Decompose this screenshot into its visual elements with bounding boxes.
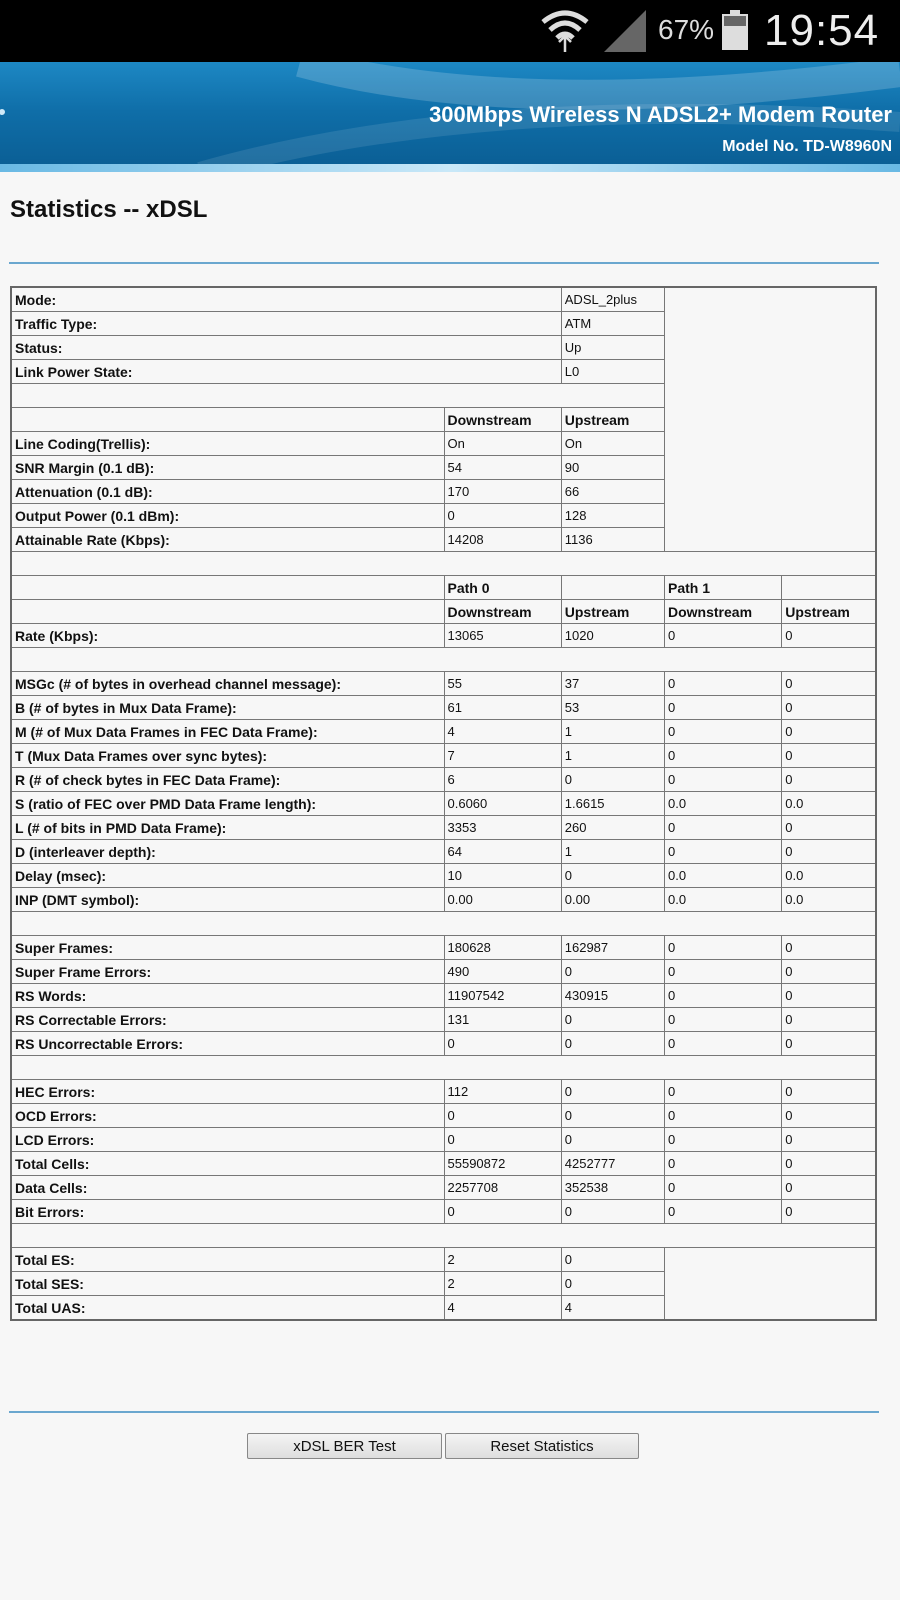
row-label: INP (DMT symbol): [11, 888, 444, 912]
spacer-cell [11, 1224, 876, 1248]
row-value: 0 [665, 1032, 782, 1056]
row-value: 0.6060 [444, 792, 561, 816]
row-label: MSGc (# of bytes in overhead channel message): [11, 672, 444, 696]
row-value: 0 [782, 720, 876, 744]
row-value: 162987 [561, 936, 664, 960]
row-value: 2257708 [444, 1176, 561, 1200]
row-value: 0 [665, 744, 782, 768]
row-label: Bit Errors: [11, 1200, 444, 1224]
row-value: 64 [444, 840, 561, 864]
upstream-value: 90 [561, 456, 664, 480]
row-label: S (ratio of FEC over PMD Data Frame length): [11, 792, 444, 816]
row-value: 0 [782, 1200, 876, 1224]
downstream-value: 2 [444, 1272, 561, 1296]
row-value: 0 [782, 1080, 876, 1104]
row-value: 180628 [444, 936, 561, 960]
spacer-cell [11, 648, 876, 672]
row-value: 0 [665, 840, 782, 864]
router-banner [0, 62, 900, 172]
blank-cell [665, 287, 877, 552]
row-value: 37 [561, 672, 664, 696]
row-value: 0 [782, 1176, 876, 1200]
table-row [11, 864, 876, 888]
upstream-value: 0 [561, 1272, 664, 1296]
table-row [11, 936, 876, 960]
row-label: R (# of check bytes in FEC Data Frame): [11, 768, 444, 792]
xdsl-statistics-table [10, 286, 877, 1321]
downstream-value: 4 [444, 1296, 561, 1321]
row-value: ADSL_2plus [561, 287, 664, 312]
row-value: 490 [444, 960, 561, 984]
row-value: 0 [561, 1008, 664, 1032]
table-row [11, 888, 876, 912]
spacer-cell [11, 552, 876, 576]
row-value: 1.6615 [561, 792, 664, 816]
row-label: Super Frames: [11, 936, 444, 960]
row-label: SNR Margin (0.1 dB): [11, 456, 444, 480]
direction-header: Upstream [561, 600, 664, 624]
table-row [11, 1152, 876, 1176]
spacer-row [11, 648, 876, 672]
row-value: 112 [444, 1080, 561, 1104]
row-label: T (Mux Data Frames over sync bytes): [11, 744, 444, 768]
row-value: 0 [561, 1128, 664, 1152]
row-value: 11907542 [444, 984, 561, 1008]
table-row [11, 840, 876, 864]
table-row [11, 1104, 876, 1128]
row-value: 7 [444, 744, 561, 768]
spacer-row [11, 552, 876, 576]
row-label: B (# of bytes in Mux Data Frame): [11, 696, 444, 720]
table-row [11, 744, 876, 768]
blank-cell [11, 408, 444, 432]
spacer-cell [11, 384, 665, 408]
row-label: Total ES: [11, 1248, 444, 1272]
blank-cell [782, 576, 876, 600]
spacer-row [11, 912, 876, 936]
row-label: Link Power State: [11, 360, 561, 384]
signal-icon [604, 10, 646, 52]
blank-cell [665, 1248, 877, 1321]
row-value: 0 [782, 840, 876, 864]
row-value: 0 [665, 1152, 782, 1176]
row-value: 6 [444, 768, 561, 792]
path1-header: Path 1 [665, 576, 782, 600]
row-value: 0 [444, 1104, 561, 1128]
row-value: 0.0 [665, 864, 782, 888]
spacer-cell [11, 1056, 876, 1080]
row-value: 0 [561, 864, 664, 888]
table-row [11, 1080, 876, 1104]
row-value: 0 [561, 1032, 664, 1056]
row-label: Attenuation (0.1 dB): [11, 480, 444, 504]
row-label: OCD Errors: [11, 1104, 444, 1128]
table-row [11, 696, 876, 720]
row-value: 0 [782, 744, 876, 768]
row-value: 1 [561, 840, 664, 864]
spacer-row [11, 1224, 876, 1248]
table-row [11, 672, 876, 696]
row-value: 55590872 [444, 1152, 561, 1176]
row-value: L0 [561, 360, 664, 384]
row-value: 0 [561, 960, 664, 984]
row-value: 55 [444, 672, 561, 696]
row-value: 0.0 [782, 864, 876, 888]
row-value: 0 [561, 1104, 664, 1128]
row-value: 0 [444, 1128, 561, 1152]
row-value: ATM [561, 312, 664, 336]
row-label: D (interleaver depth): [11, 840, 444, 864]
row-value: 0 [665, 1104, 782, 1128]
row-value: 0 [665, 672, 782, 696]
row-label: Attainable Rate (Kbps): [11, 528, 444, 552]
banner-stripe [0, 164, 900, 172]
row-value: 0.00 [561, 888, 664, 912]
row-value: Up [561, 336, 664, 360]
downstream-value: 54 [444, 456, 561, 480]
row-value: 0 [665, 936, 782, 960]
model-number: Model No. TD-W8960N [722, 138, 892, 155]
row-label: Mode: [11, 287, 561, 312]
direction-header-row [11, 600, 876, 624]
product-title: 300Mbps Wireless N ADSL2+ Modem Router [429, 102, 892, 127]
row-value: 0.0 [665, 792, 782, 816]
blank-cell [11, 576, 444, 600]
row-label: Total SES: [11, 1272, 444, 1296]
row-value: 0 [665, 720, 782, 744]
table-row [11, 792, 876, 816]
upstream-value: On [561, 432, 664, 456]
row-value: 0 [782, 1128, 876, 1152]
row-label: RS Uncorrectable Errors: [11, 1032, 444, 1056]
table-row [11, 1008, 876, 1032]
table-row [11, 720, 876, 744]
row-value: 352538 [561, 1176, 664, 1200]
row-label: Total UAS: [11, 1296, 444, 1321]
row-value: 0.0 [782, 888, 876, 912]
row-value: 0 [665, 1128, 782, 1152]
row-value: 0 [665, 768, 782, 792]
row-value: 4252777 [561, 1152, 664, 1176]
row-value: 0.00 [444, 888, 561, 912]
row-label: L (# of bits in PMD Data Frame): [11, 816, 444, 840]
row-value: 61 [444, 696, 561, 720]
row-value: 0 [665, 1080, 782, 1104]
row-value: 13065 [444, 624, 561, 648]
row-label: Traffic Type: [11, 312, 561, 336]
row-label: Rate (Kbps): [11, 624, 444, 648]
row-value: 0 [782, 1008, 876, 1032]
row-value: 0 [782, 1104, 876, 1128]
row-value: 0 [665, 1200, 782, 1224]
row-value: 260 [561, 816, 664, 840]
row-label: RS Words: [11, 984, 444, 1008]
blank-cell [561, 576, 664, 600]
reset-statistics-button[interactable]: Reset Statistics [445, 1433, 639, 1459]
row-value: 0 [665, 984, 782, 1008]
row-value: 0 [665, 1008, 782, 1032]
table-row [11, 1128, 876, 1152]
upstream-value: 4 [561, 1296, 664, 1321]
status-bar [0, 0, 900, 62]
upstream-header: Upstream [561, 408, 664, 432]
rate-row [11, 624, 876, 648]
table-row [11, 768, 876, 792]
row-value: 0 [782, 768, 876, 792]
row-label: Delay (msec): [11, 864, 444, 888]
row-value: 1 [561, 744, 664, 768]
row-value: 0 [782, 936, 876, 960]
row-value: 0 [665, 624, 782, 648]
row-label: Data Cells: [11, 1176, 444, 1200]
row-value: 1020 [561, 624, 664, 648]
xdsl-ber-test-button[interactable]: xDSL BER Test [247, 1433, 442, 1459]
direction-header: Downstream [665, 600, 782, 624]
table-row [11, 816, 876, 840]
page-title: Statistics -- xDSL [10, 196, 208, 223]
downstream-value: 2 [444, 1248, 561, 1272]
row-value: 0 [782, 624, 876, 648]
blank-cell [11, 600, 444, 624]
row-value: 0 [782, 1032, 876, 1056]
downstream-header: Downstream [444, 408, 561, 432]
divider-bottom [9, 1411, 879, 1413]
divider-top [9, 262, 879, 264]
row-value: 1 [561, 720, 664, 744]
table-row [11, 1032, 876, 1056]
row-value: 0 [782, 672, 876, 696]
row-value: 53 [561, 696, 664, 720]
upstream-value: 128 [561, 504, 664, 528]
clock: 19:54 [764, 6, 880, 55]
downstream-value: 0 [444, 504, 561, 528]
spacer-row [11, 1056, 876, 1080]
row-value: 131 [444, 1008, 561, 1032]
wifi-icon [540, 8, 590, 54]
row-value: 3353 [444, 816, 561, 840]
row-value: 0.0 [782, 792, 876, 816]
downstream-value: 170 [444, 480, 561, 504]
row-value: 0 [561, 768, 664, 792]
upstream-value: 1136 [561, 528, 664, 552]
row-value: 10 [444, 864, 561, 888]
upstream-value: 66 [561, 480, 664, 504]
row-value: 0 [561, 1200, 664, 1224]
row-value: 4 [444, 720, 561, 744]
row-value: 430915 [561, 984, 664, 1008]
row-value: 0 [782, 816, 876, 840]
downstream-value: On [444, 432, 561, 456]
row-label: Total Cells: [11, 1152, 444, 1176]
row-value: 0 [782, 1152, 876, 1176]
spacer-cell [11, 912, 876, 936]
table-row [11, 960, 876, 984]
row-label: Super Frame Errors: [11, 960, 444, 984]
row-value: 0 [665, 816, 782, 840]
upstream-value: 0 [561, 1248, 664, 1272]
row-value: 0.0 [665, 888, 782, 912]
row-value: 0 [665, 696, 782, 720]
row-value: 0 [782, 960, 876, 984]
row-value: 0 [665, 1176, 782, 1200]
row-label: M (# of Mux Data Frames in FEC Data Frame): [11, 720, 444, 744]
row-value: 0 [444, 1032, 561, 1056]
table-row [11, 1200, 876, 1224]
battery-icon [722, 10, 748, 50]
row-value: 0 [665, 960, 782, 984]
table-row [11, 287, 876, 312]
row-value: 0 [782, 696, 876, 720]
row-label: Line Coding(Trellis): [11, 432, 444, 456]
row-label: Output Power (0.1 dBm): [11, 504, 444, 528]
path0-header: Path 0 [444, 576, 561, 600]
row-label: HEC Errors: [11, 1080, 444, 1104]
battery-percentage: 67% [658, 14, 715, 45]
row-label: Status: [11, 336, 561, 360]
row-value: 0 [444, 1200, 561, 1224]
table-row [11, 1248, 876, 1272]
row-label: LCD Errors: [11, 1128, 444, 1152]
row-label: RS Correctable Errors: [11, 1008, 444, 1032]
table-row [11, 1176, 876, 1200]
table-row [11, 984, 876, 1008]
path-header-row [11, 576, 876, 600]
row-value: 0 [561, 1080, 664, 1104]
direction-header: Downstream [444, 600, 561, 624]
row-value: 0 [782, 984, 876, 1008]
downstream-value: 14208 [444, 528, 561, 552]
direction-header: Upstream [782, 600, 876, 624]
